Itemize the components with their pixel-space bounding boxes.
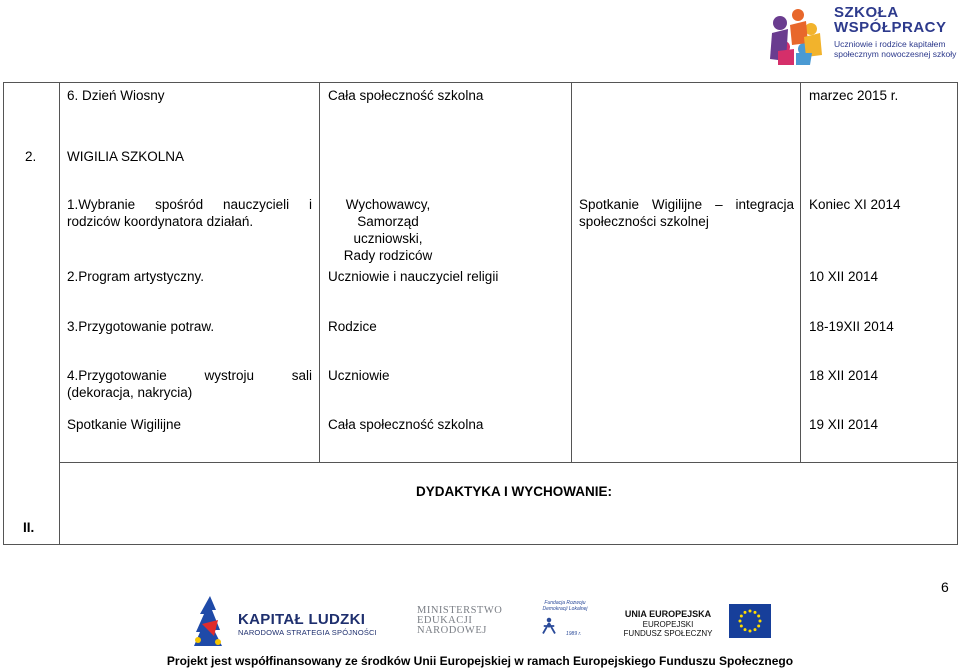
ministry-line: NARODOWEJ: [417, 625, 487, 636]
table-cell-who: Uczniowie: [328, 368, 390, 383]
ministry-line: MINISTERSTWO: [417, 605, 503, 616]
foundation-logo: [540, 600, 590, 612]
table-cell-activity: 1.Wybranie spośród nauczycieli i rodziców koordynatora działań.: [67, 197, 312, 229]
table-cell-who: Uczniowie i nauczyciel religii: [328, 269, 499, 284]
table-cell-who: [327, 196, 449, 264]
eu-star: [740, 625, 743, 628]
table-border: [3, 82, 4, 545]
eu-star: [754, 628, 757, 631]
table-cell-when: 18-19XII 2014: [809, 319, 894, 334]
table-cell-when: 10 XII 2014: [809, 269, 879, 284]
eu-title: UNIA EUROPEJSKA: [624, 609, 712, 619]
eu-star: [744, 611, 747, 614]
eu-sub1: EUROPEJSKI: [642, 620, 694, 629]
logo-line-3: Uczniowie i rodzice kapitałem: [834, 39, 946, 49]
table-cell-activity: 3.Przygotowanie potraw.: [67, 319, 215, 334]
who-line: Wychowawcy,: [345, 197, 431, 212]
table-cell-activity: Spotkanie Wigilijne: [67, 417, 182, 432]
table-cell-number: 2.: [25, 149, 37, 164]
column-divider: [800, 82, 801, 462]
eu-sub2: FUNDUSZ SPOŁECZNY: [623, 629, 713, 638]
table-cell-when: 18 XII 2014: [809, 368, 879, 383]
table-cell-who: Rodzice: [328, 319, 377, 334]
foundation-name: Fundacja Rozwoju Demokracji Lokalnej: [542, 600, 588, 612]
section-title: DYDAKTYKA I WYCHOWANIE:: [416, 484, 612, 499]
table-border: [3, 544, 958, 545]
table-cell-who: Cała społeczność szkolna: [328, 88, 484, 103]
eu-star: [757, 625, 760, 628]
table-cell-when: Koniec XI 2014: [809, 197, 901, 212]
eu-star: [740, 615, 743, 618]
table-border: [3, 82, 958, 83]
ministry-line: EDUKACJI: [417, 615, 473, 626]
table-cell-when: 19 XII 2014: [809, 417, 879, 432]
eu-flag-icon: [729, 604, 771, 638]
who-line: Rady rodziców: [343, 248, 433, 263]
eu-star: [739, 620, 742, 623]
row-divider: [59, 462, 958, 463]
kapital-ludzki-icon: [192, 596, 228, 646]
column-divider: [571, 82, 572, 462]
kapital-ludzki-text: [238, 612, 377, 637]
eu-star: [744, 628, 747, 631]
eu-star: [759, 620, 762, 623]
eu-text: [612, 609, 724, 638]
plan-table: [3, 82, 958, 544]
table-border: [957, 82, 958, 545]
puzzle-people-icon: [764, 3, 826, 65]
szkola-wspolpracy-logo: [764, 3, 960, 65]
eu-star: [757, 615, 760, 618]
eu-star: [754, 611, 757, 614]
kl-subtitle: NARODOWA STRATEGIA SPÓJNOŚCI: [238, 628, 377, 637]
logo-line-2: WSPÓŁPRACY: [834, 19, 947, 36]
section-number: II.: [23, 520, 35, 535]
column-divider: [59, 82, 60, 545]
table-cell-activity: 6. Dzień Wiosny: [67, 88, 165, 103]
table-cell-goal: Spotkanie Wigilijne – integracja społeczności szkolnej: [579, 197, 794, 229]
foundation-year: 1989 r.: [566, 631, 582, 637]
eu-star: [749, 630, 752, 633]
who-line: Samorząd uczniowski,: [353, 214, 423, 246]
table-cell-activity: 4.Przygotowanie wystroju sali (dekoracja, nakrycia): [67, 368, 312, 400]
table-cell-who: Cała społeczność szkolna: [328, 417, 484, 432]
logo-line-4: społecznym nowoczesnej szkoły: [834, 49, 957, 59]
eu-star: [749, 610, 752, 613]
table-cell-when: marzec 2015 r.: [809, 88, 899, 103]
logo-line-1: SZKOŁA: [834, 4, 899, 21]
column-divider: [319, 82, 320, 462]
page-number: 6: [941, 579, 949, 595]
foundation-figure-icon: [540, 614, 558, 638]
ministry-logo: [417, 606, 502, 636]
section-heading: WIGILIA SZKOLNA: [67, 149, 185, 164]
cofinancing-note: Projekt jest współfinansowany ze środków Unii Europejskiej w ramach Europejskiego Funduszu Społecznego: [166, 654, 794, 668]
kl-title: KAPITAŁ LUDZKI: [238, 611, 366, 628]
table-cell-activity: 2.Program artystyczny.: [67, 269, 205, 284]
